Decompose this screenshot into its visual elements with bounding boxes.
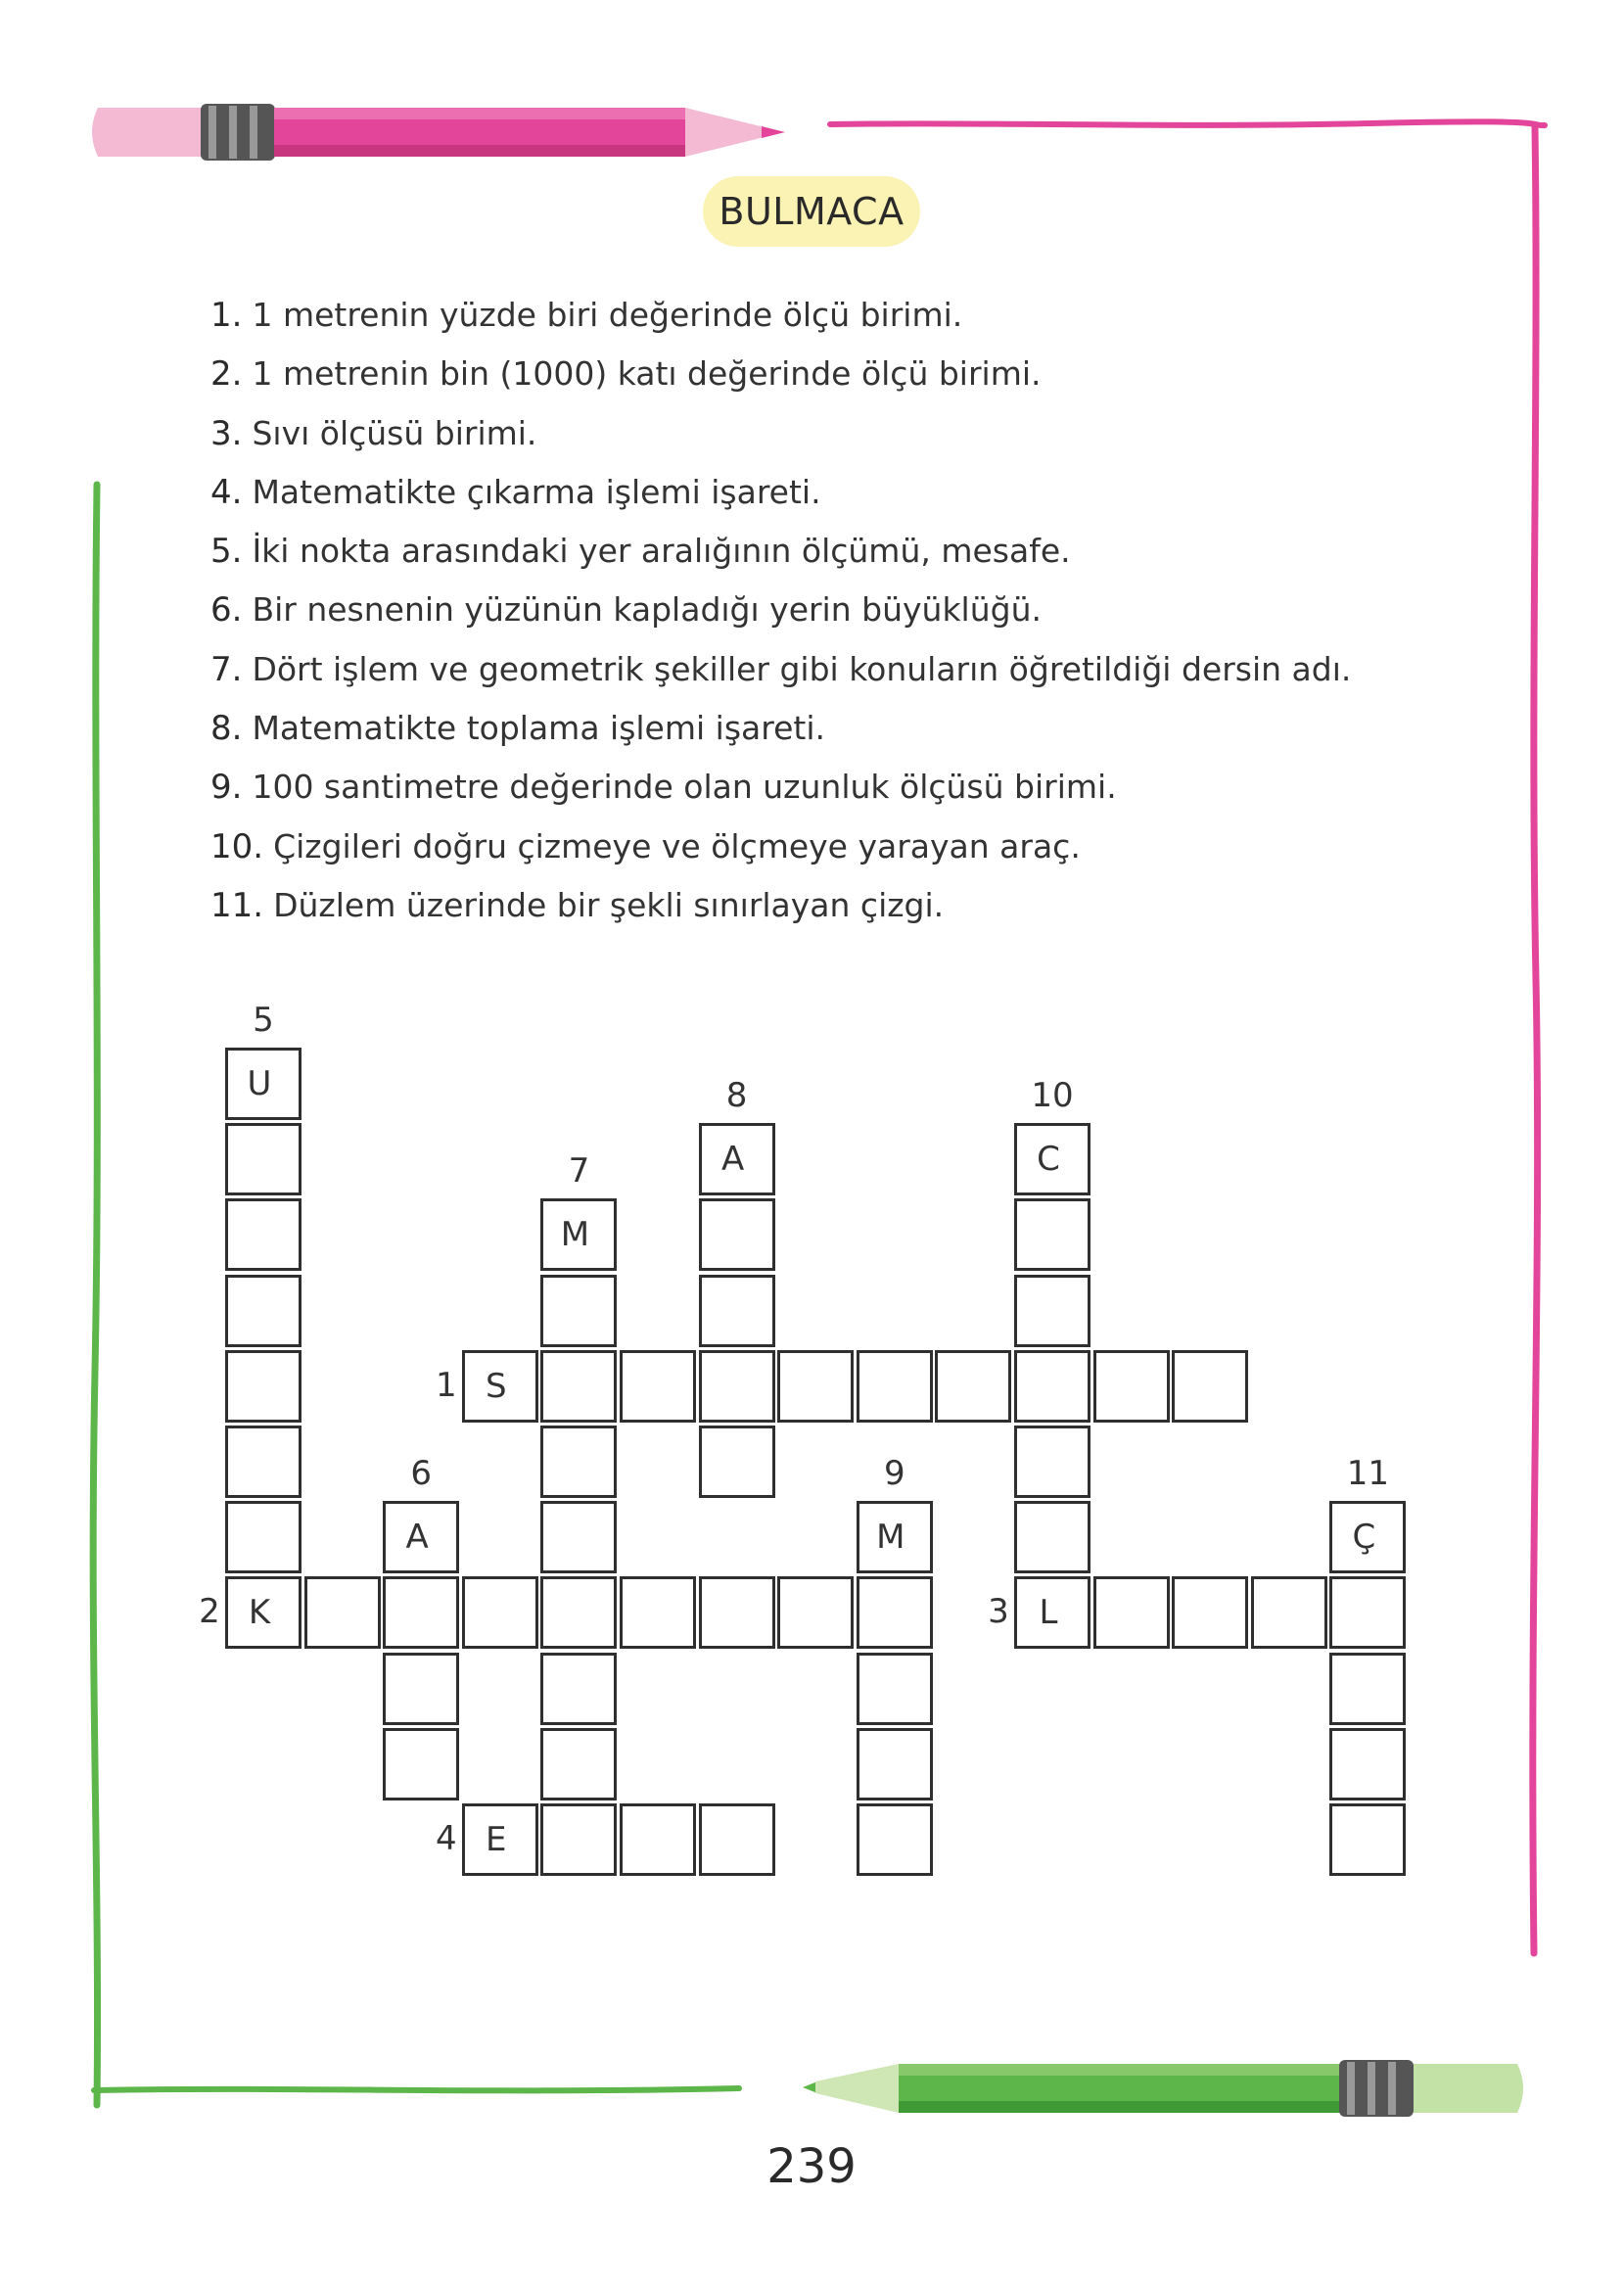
page-number: 239	[766, 2139, 857, 2194]
crossword-cell[interactable]	[699, 1426, 775, 1498]
clue-item	[210, 876, 1351, 935]
crossword-cell[interactable]	[699, 1275, 775, 1347]
crossword-cell[interactable]	[540, 1576, 617, 1649]
given-letter: K	[248, 1593, 271, 1633]
crossword-cell[interactable]	[1172, 1576, 1248, 1649]
crossword-cell[interactable]	[1172, 1350, 1248, 1423]
clue-item	[210, 404, 1351, 463]
crossword-cell[interactable]	[699, 1123, 775, 1195]
given-letter: C	[1037, 1140, 1060, 1180]
clue-number: 10.	[210, 826, 264, 866]
clue-text: 100 santimetre değerinde olan uzunluk ölçüsü birimi.	[252, 768, 1117, 807]
clue-text: Matematikte çıkarma işlemi işareti.	[252, 472, 821, 511]
crossword-cell[interactable]	[383, 1576, 459, 1649]
given-letter: M	[560, 1215, 590, 1255]
crossword-cell[interactable]	[1093, 1350, 1170, 1423]
clue-number: 9.	[210, 768, 243, 808]
crossword-cell[interactable]	[540, 1350, 617, 1423]
clue-number: 8.	[210, 709, 243, 749]
grid-clue-number: 10	[1031, 1076, 1074, 1116]
grid-clue-number: 2	[199, 1592, 220, 1632]
crossword-cell[interactable]	[1329, 1576, 1406, 1649]
crossword-cell[interactable]	[1329, 1728, 1406, 1800]
crossword-cell[interactable]	[935, 1350, 1011, 1423]
clue-number: 4.	[210, 472, 243, 512]
crossword-cell[interactable]	[1251, 1576, 1327, 1649]
grid-clue-number: 6	[410, 1454, 432, 1494]
crossword-cell[interactable]	[540, 1426, 617, 1498]
clue-text: İki nokta arasındaki yer aralığının ölçümü, mesafe.	[252, 532, 1071, 571]
clue-number: 1.	[210, 296, 243, 335]
clue-item	[210, 640, 1351, 699]
clue-item	[210, 286, 1351, 345]
clue-item	[210, 758, 1351, 817]
clue-number: 5.	[210, 532, 243, 572]
given-letter: U	[247, 1064, 272, 1103]
crossword-cell[interactable]	[383, 1501, 459, 1573]
crossword-cell[interactable]	[225, 1426, 302, 1498]
crossword-cell[interactable]	[857, 1501, 933, 1573]
crossword-cell[interactable]	[462, 1576, 538, 1649]
crossword-cell[interactable]	[620, 1803, 696, 1876]
clue-list	[210, 286, 1351, 935]
crossword-cell[interactable]	[304, 1576, 381, 1649]
crossword-cell[interactable]	[777, 1576, 854, 1649]
pink-border-top	[830, 121, 1545, 125]
crossword-cell[interactable]	[699, 1576, 775, 1649]
crossword-cell[interactable]	[1014, 1350, 1090, 1423]
clue-item	[210, 345, 1351, 403]
clue-number: 6.	[210, 590, 243, 631]
clue-number: 3.	[210, 413, 243, 453]
crossword-cell[interactable]	[1014, 1426, 1090, 1498]
crossword-cell[interactable]	[699, 1198, 775, 1271]
crossword-cell[interactable]	[857, 1803, 933, 1876]
grid-clue-number: 3	[988, 1592, 1009, 1632]
crossword-cell[interactable]	[1014, 1275, 1090, 1347]
crossword-cell[interactable]	[225, 1501, 302, 1573]
crossword-cell[interactable]	[540, 1275, 617, 1347]
crossword-cell[interactable]	[1093, 1576, 1170, 1649]
crossword-cell[interactable]	[225, 1350, 302, 1423]
clue-text: Matematikte toplama işlemi işareti.	[252, 709, 825, 748]
given-letter: S	[486, 1366, 507, 1406]
crossword-cell[interactable]	[620, 1576, 696, 1649]
green-border-left	[93, 485, 97, 2105]
green-border-bottom	[94, 2088, 739, 2090]
grid-clue-number: 7	[568, 1151, 590, 1192]
given-letter: M	[876, 1518, 905, 1558]
given-letter: E	[486, 1820, 507, 1859]
grid-clue-number: 5	[253, 1001, 274, 1040]
pink-pencil-icon	[92, 104, 785, 161]
given-letter: A	[720, 1140, 745, 1180]
crossword-cell[interactable]	[540, 1653, 617, 1725]
clue-text: Düzlem üzerinde bir şekli sınırlayan çizgi.	[273, 885, 945, 924]
page-title: BULMACA	[703, 176, 920, 247]
crossword-cell[interactable]	[699, 1350, 775, 1423]
clue-number: 11.	[210, 885, 264, 925]
crossword-cell[interactable]	[383, 1653, 459, 1725]
given-letter: L	[1039, 1593, 1058, 1633]
given-letter: Ç	[1352, 1518, 1376, 1558]
grid-clue-number: 1	[435, 1365, 457, 1405]
crossword-cell[interactable]	[1329, 1653, 1406, 1725]
crossword-cell[interactable]	[383, 1728, 459, 1800]
grid-clue-number: 4	[435, 1819, 457, 1858]
pink-border-right	[1533, 127, 1538, 1953]
crossword-cell[interactable]	[225, 1275, 302, 1347]
crossword-cell[interactable]	[857, 1653, 933, 1725]
clue-text: Sıvı ölçüsü birimi.	[252, 413, 537, 452]
clue-text: Dört işlem ve geometrik şekiller gibi konuların öğretildiği dersin adı.	[252, 649, 1352, 688]
green-pencil-icon	[803, 2060, 1523, 2117]
clue-number: 7.	[210, 649, 243, 689]
clue-item	[210, 463, 1351, 522]
crossword-cell[interactable]	[857, 1576, 933, 1649]
crossword-cell[interactable]	[1014, 1198, 1090, 1271]
clue-text: 1 metrenin yüzde biri değerinde ölçü birimi.	[252, 296, 963, 334]
clue-item	[210, 522, 1351, 581]
clue-item	[210, 818, 1351, 876]
crossword-cell[interactable]	[857, 1350, 933, 1423]
clue-number: 2.	[210, 354, 243, 395]
crossword-cell[interactable]	[225, 1048, 302, 1120]
crossword-cell[interactable]	[540, 1803, 617, 1876]
crossword-cell[interactable]	[225, 1123, 302, 1195]
clue-item	[210, 699, 1351, 758]
crossword-cell[interactable]	[1329, 1501, 1406, 1573]
crossword-cell[interactable]	[225, 1198, 302, 1271]
clue-text: Çizgileri doğru çizmeye ve ölçmeye yarayan araç.	[273, 826, 1081, 865]
grid-clue-number: 11	[1346, 1454, 1390, 1494]
grid-clue-number: 8	[725, 1076, 748, 1116]
grid-clue-number: 9	[883, 1454, 905, 1494]
crossword-cell[interactable]	[620, 1350, 696, 1423]
crossword-cell[interactable]	[857, 1728, 933, 1800]
crossword-cell[interactable]	[699, 1803, 775, 1876]
crossword-cell[interactable]	[540, 1501, 617, 1573]
clue-text: Bir nesnenin yüzünün kapladığı yerin büyüklüğü.	[252, 590, 1042, 630]
crossword-cell[interactable]	[540, 1198, 617, 1271]
crossword-cell[interactable]	[540, 1728, 617, 1800]
clue-item	[210, 581, 1351, 639]
given-letter: A	[405, 1518, 429, 1558]
crossword-cell[interactable]	[1329, 1803, 1406, 1876]
crossword-cell[interactable]	[1014, 1123, 1090, 1195]
clue-text: 1 metrenin bin (1000) katı değerinde ölçü birimi.	[252, 354, 1042, 394]
crossword-cell[interactable]	[1014, 1501, 1090, 1573]
crossword-cell[interactable]	[777, 1350, 854, 1423]
